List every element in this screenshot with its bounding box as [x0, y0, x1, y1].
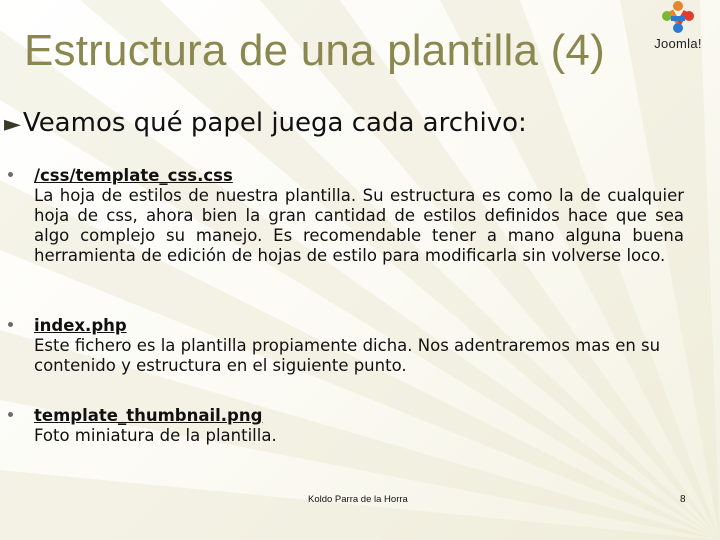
intro-line [4, 108, 527, 138]
page-number: 8 [680, 494, 686, 505]
list-item [8, 316, 698, 376]
slide-title: Estructura de una plantilla (4) [24, 26, 605, 75]
bullet-icon [8, 412, 13, 417]
list-item [8, 406, 698, 446]
joomla-logo [636, 0, 720, 64]
item-heading: index.php [34, 316, 127, 335]
intro-text: Veamos qué papel juega cada archivo: [22, 108, 527, 138]
bullet-icon [8, 322, 13, 327]
item-heading: template_thumbnail.png [34, 406, 263, 425]
joomla-logo-icon [636, 0, 720, 64]
item-heading: /css/template_css.css [34, 166, 233, 185]
joomla-logo-text: Joomla! [654, 36, 702, 51]
item-text: La hoja de estilos de nuestra plantilla. Su estructura es como la de cualquier hoja de css, ahora bien la gran cantidad de estilos definidos hace que sea algo complejo su manejo. Es recomendable tener a mano alguna buena herramienta de edición de hojas de estilo para modificarla sin volverse loco. [34, 186, 684, 265]
bullet-icon [8, 172, 13, 177]
item-text: Foto miniatura de la plantilla. [34, 426, 277, 445]
list-item [8, 166, 698, 266]
arrow-bullet-icon: ► [4, 112, 21, 137]
footer-author: Koldo Parra de la Horra [308, 494, 408, 505]
item-text: Este fichero es la plantilla propiamente dicha. Nos adentraremos mas en su contenido y estructura en el siguiente punto. [34, 336, 661, 375]
